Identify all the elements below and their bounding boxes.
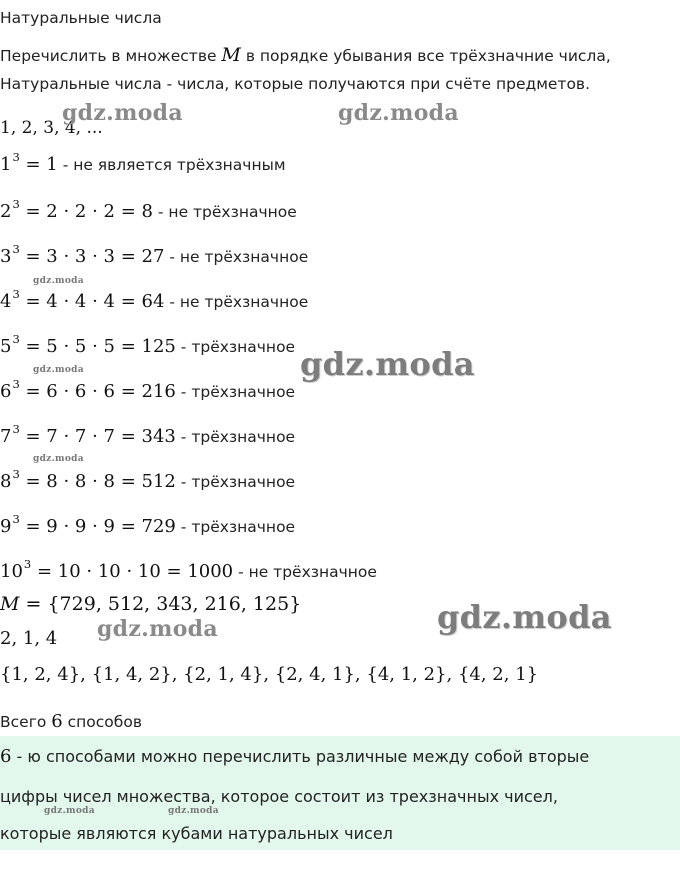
- cube-expression: [0, 467, 176, 492]
- cube-row: [0, 377, 295, 402]
- cube-base: 4: [0, 291, 12, 312]
- cube-note: - трёхзначное: [175, 428, 296, 446]
- answer-line-3: которые являются кубами натуральных чисел: [0, 824, 393, 843]
- cube-expression: [0, 422, 176, 447]
- task-text-post: в порядке убывания все трёхзначние числа,: [240, 47, 611, 65]
- second-digits: 2, 1, 4: [0, 628, 58, 649]
- definition-text: Натуральные числа - числа, которые получаются при счёте предметов.: [0, 75, 590, 93]
- cube-expression: [0, 242, 165, 267]
- task-text: [0, 44, 611, 66]
- cube-calculation: = 3 · 3 · 3 = 27: [19, 246, 165, 267]
- cube-base: 1: [0, 154, 12, 175]
- cube-exponent: 3: [12, 332, 20, 346]
- watermark: gdz.moda: [97, 616, 218, 642]
- cube-exponent: 3: [12, 150, 20, 164]
- cube-base: 3: [0, 246, 12, 267]
- cube-note: - трёхзначное: [175, 473, 296, 491]
- cube-base: 2: [0, 201, 12, 222]
- task-var: M: [221, 44, 241, 66]
- cube-base: 8: [0, 471, 12, 492]
- watermark: gdz.moda: [300, 345, 475, 383]
- total-post: способов: [62, 713, 142, 731]
- answer-num: 6: [0, 746, 12, 767]
- total-count: [0, 711, 142, 732]
- cube-row: [0, 467, 295, 492]
- permutations: {1, 2, 4}, {1, 4, 2}, {2, 1, 4}, {2, 4, 1}, {4, 1, 2}, {4, 2, 1}: [0, 664, 539, 685]
- cube-base: 10: [0, 561, 23, 582]
- cube-row: [0, 557, 377, 582]
- cube-row: [0, 197, 297, 222]
- natural-sequence: 1, 2, 3, 4, ...: [0, 118, 103, 138]
- cube-calculation: = 4 · 4 · 4 = 64: [19, 291, 165, 312]
- cube-exponent: 3: [12, 422, 20, 436]
- cube-calculation: = 2 · 2 · 2 = 8: [19, 201, 153, 222]
- task-text-pre: Перечислить в множестве: [0, 47, 222, 65]
- watermark: gdz.moda: [62, 100, 183, 126]
- cube-row: [0, 150, 286, 175]
- cube-exponent: 3: [12, 287, 20, 301]
- cube-expression: [0, 557, 234, 582]
- watermark: gdz.moda: [437, 598, 612, 636]
- cube-exponent: 3: [12, 242, 20, 256]
- cube-exponent: 3: [12, 467, 20, 481]
- set-values: = {729, 512, 343, 216, 125}: [19, 593, 302, 615]
- cube-note: - трёхзначное: [175, 338, 296, 356]
- cube-exponent: 3: [12, 197, 20, 211]
- watermark: gdz.moda: [44, 806, 95, 816]
- cube-note: - трёхзначное: [175, 518, 296, 536]
- cube-row: [0, 422, 295, 447]
- cube-expression: [0, 377, 176, 402]
- cube-note: - не трёхзначное: [164, 293, 309, 311]
- cube-note: - не трёхзначное: [164, 248, 309, 266]
- answer-line-1-text: - ю способами можно перечислить различные между собой вторые: [11, 747, 590, 766]
- cube-calculation: = 9 · 9 · 9 = 729: [19, 516, 176, 537]
- cube-row: [0, 512, 295, 537]
- cube-row: [0, 287, 308, 312]
- cube-note: - не трёхзначное: [152, 203, 297, 221]
- cube-base: 5: [0, 336, 12, 357]
- cube-calculation: = 7 · 7 · 7 = 343: [19, 426, 176, 447]
- set-m: [0, 593, 301, 615]
- cube-calculation: = 8 · 8 · 8 = 512: [19, 471, 176, 492]
- cube-base: 9: [0, 516, 12, 537]
- watermark: gdz.moda: [33, 276, 84, 286]
- watermark: gdz.moda: [338, 100, 459, 126]
- cube-note: - трёхзначное: [175, 383, 296, 401]
- cube-exponent: 3: [23, 557, 32, 571]
- cube-expression: [0, 197, 153, 222]
- answer-line-2: цифры чисел множества, которое состоит из трехзначных чисел,: [0, 787, 558, 806]
- total-pre: Всего: [0, 713, 52, 731]
- answer-line-1: [0, 746, 589, 767]
- cube-expression: [0, 332, 176, 357]
- cube-exponent: 3: [12, 377, 20, 391]
- heading: Натуральные числа: [0, 9, 162, 27]
- cube-calculation: = 5 · 5 · 5 = 125: [19, 336, 176, 357]
- cube-expression: [0, 512, 176, 537]
- cube-expression: [0, 287, 165, 312]
- watermark: gdz.moda: [33, 454, 84, 464]
- cube-base: 6: [0, 381, 12, 402]
- watermark: gdz.moda: [33, 365, 84, 375]
- cube-note: - не является трёхзначным: [57, 156, 286, 174]
- cube-base: 7: [0, 426, 12, 447]
- cube-expression: [0, 150, 58, 175]
- cube-calculation: = 1: [19, 154, 58, 175]
- cube-note: - не трёхзначное: [233, 563, 377, 581]
- cube-calculation: = 10 · 10 · 10 = 1000: [31, 561, 234, 582]
- watermark: gdz.moda: [168, 806, 219, 816]
- cube-calculation: = 6 · 6 · 6 = 216: [19, 381, 176, 402]
- set-var: M: [0, 593, 20, 615]
- cube-row: [0, 242, 308, 267]
- total-num: 6: [51, 711, 63, 732]
- cube-row: [0, 332, 295, 357]
- cube-exponent: 3: [12, 512, 20, 526]
